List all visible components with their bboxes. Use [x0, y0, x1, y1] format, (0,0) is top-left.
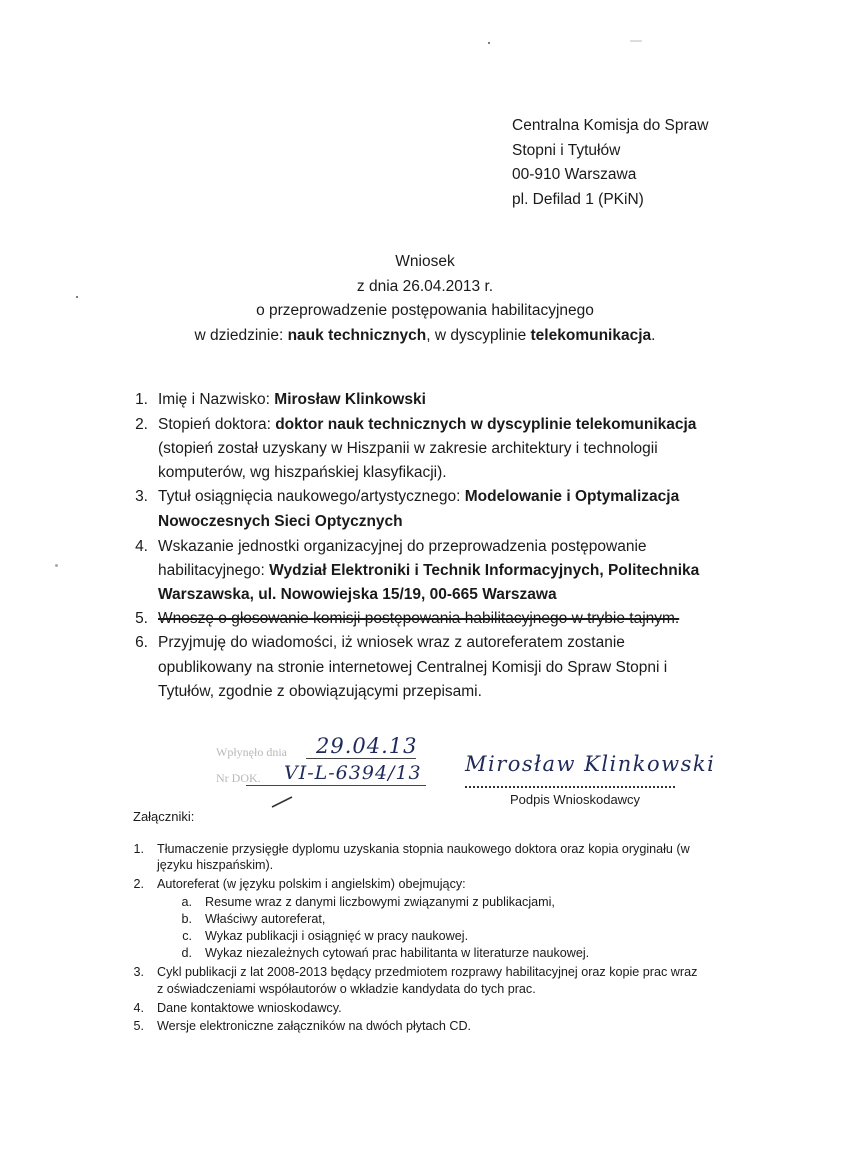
item-label: habilitacyjnego: [158, 562, 270, 579]
item-value: Wydział Elektroniki i Technik Informacyjnych, Politechnika [269, 562, 700, 579]
attachment-number: 1. [133, 842, 144, 856]
sub-item-text: Wykaz niezależnych cytowań prac habilitanta w literaturze naukowej. [205, 946, 590, 960]
sub-item-letter: d. [181, 946, 192, 960]
item-consent-line-2: opublikowany na stronie internetowej Centralnej Komisji do Spraw Stopni i [158, 659, 668, 676]
attachment-number: 5. [133, 1019, 144, 1033]
scan-speck [630, 40, 642, 42]
attachment-number: 3. [133, 965, 144, 979]
item-value: Modelowanie i Optymalizacja [464, 488, 680, 505]
item-value: doktor nauk technicznych w dyscyplinie telekomunikacja [275, 416, 697, 433]
attachments-heading: Załączniki: [133, 809, 195, 824]
item-degree-line-3: komputerów, wg hiszpańskiej klasyfikacji). [158, 464, 447, 481]
handwritten-tick [270, 795, 294, 809]
item-value: Warszawska, ul. Nowowiejska 15/19, 00-665 Warszawa [158, 586, 557, 603]
document-field-line [0, 327, 850, 345]
attachment-5-line-1: Wersje elektroniczne załączników na dwóch płytach CD. [157, 1019, 472, 1033]
item-achievement-line-2 [158, 513, 403, 531]
stamp-date-underline [306, 758, 416, 759]
attachment-2-line-1: Autoreferat (w języku polskim i angielskim) obejmujący: [157, 877, 466, 891]
recipient-line-4: pl. Defilad 1 (PKiN) [512, 190, 644, 208]
attachment-1-line-2: języku hiszpańskim). [157, 858, 274, 872]
item-achievement [158, 488, 679, 506]
item-degree-line-2: (stopień został uzyskany w Hiszpanii w zakresie architektury i technologii [158, 440, 658, 457]
attachment-1-line-1: Tłumaczenie przysięgłe dyplomu uzyskania stopnia naukowego doktora oraz kopia oryginału (w [157, 842, 690, 856]
item-unit-line-3 [158, 586, 557, 604]
sub-item-text: Resume wraz z danymi liczbowymi związanymi z publikacjami, [205, 895, 555, 909]
recipient-line-1: Centralna Komisja do Spraw [512, 117, 709, 134]
scan-speck [76, 296, 78, 298]
item-consent-line-3: Tytułów, zgodnie z obowiązującymi przepisami. [158, 683, 482, 700]
field-prefix: w dziedzinie: [194, 327, 288, 344]
document-date: z dnia 26.04.2013 r. [356, 278, 494, 295]
item-label: Stopień doktora: [158, 416, 276, 433]
field-end: . [651, 327, 656, 344]
recipient-line-3: 00-910 Warszawa [512, 166, 637, 183]
item-label: Tytuł osiągnięcia naukowego/artystycznego: [158, 488, 465, 505]
item-consent-line-1: Przyjmuję do wiadomości, iż wniosek wraz z autoreferatem zostanie [158, 634, 625, 651]
stamp-doc-label: Nr DOK. [216, 771, 261, 785]
field-mid: , w dyscyplinie [426, 327, 531, 344]
item-number: 4. [135, 538, 148, 555]
item-label: Imię i Nazwisko: [158, 391, 275, 408]
attachment-number: 2. [133, 877, 144, 891]
scan-speck [55, 564, 58, 567]
stamp-received-date: 29.04.13 [316, 734, 418, 758]
item-number: 2. [135, 416, 148, 433]
item-number: 1. [135, 391, 148, 408]
sub-item-text: Wykaz publikacji i osiągnięć w pracy naukowej. [205, 929, 469, 943]
item-name [158, 391, 426, 409]
item-value: Nowoczesnych Sieci Optycznych [158, 513, 403, 530]
attachment-3-line-1: Cykl publikacji z lat 2008-2013 będący przedmiotem rozprawy habilitacyjnej oraz kopie prac wraz [157, 965, 698, 979]
sub-item-letter: c. [182, 929, 192, 943]
stamp-received-label: Wpłynęło dnia [216, 745, 287, 759]
recipient-line-2: Stopni i Tytułów [512, 141, 621, 159]
item-unit-line-2 [158, 562, 699, 580]
attachment-3-line-2: z oświadczeniami współautorów o wkładzie kandydata do tych prac. [157, 982, 536, 996]
field-name: nauk technicznych [287, 327, 427, 344]
item-number: 3. [135, 488, 148, 505]
item-number: 5. [135, 610, 148, 627]
attachment-4-line-1: Dane kontaktowe wnioskodawcy. [157, 1001, 342, 1015]
sub-item-letter: a. [181, 895, 192, 909]
handwritten-signature: Mirosław Klinkowski [465, 752, 716, 776]
stamp-doc-underline [246, 785, 426, 786]
stamp-doc-number: VI-L-6394/13 [284, 762, 422, 784]
item-value: Mirosław Klinkowski [274, 391, 426, 408]
attachment-number: 4. [133, 1001, 144, 1015]
document-title: Wniosek [395, 253, 455, 270]
item-number: 6. [135, 634, 148, 651]
item-secret-vote-struck: Wnoszę o głosowanie komisji postępowania habilitacyjnego w trybie tajnym. [158, 610, 680, 627]
sub-item-letter: b. [181, 912, 192, 926]
item-unit-line-1: Wskazanie jednostki organizacyjnej do przeprowadzenia postępowanie [158, 538, 647, 555]
document-subject: o przeprowadzenie postępowania habilitacyjnego [256, 302, 594, 319]
sub-item-text: Właściwy autoreferat, [205, 912, 326, 926]
signature-caption: Podpis Wnioskodawcy [510, 792, 641, 807]
item-degree [158, 416, 696, 434]
signature-dotted-line [465, 786, 675, 788]
discipline-name: telekomunikacja [530, 327, 652, 344]
scan-speck [488, 42, 490, 44]
